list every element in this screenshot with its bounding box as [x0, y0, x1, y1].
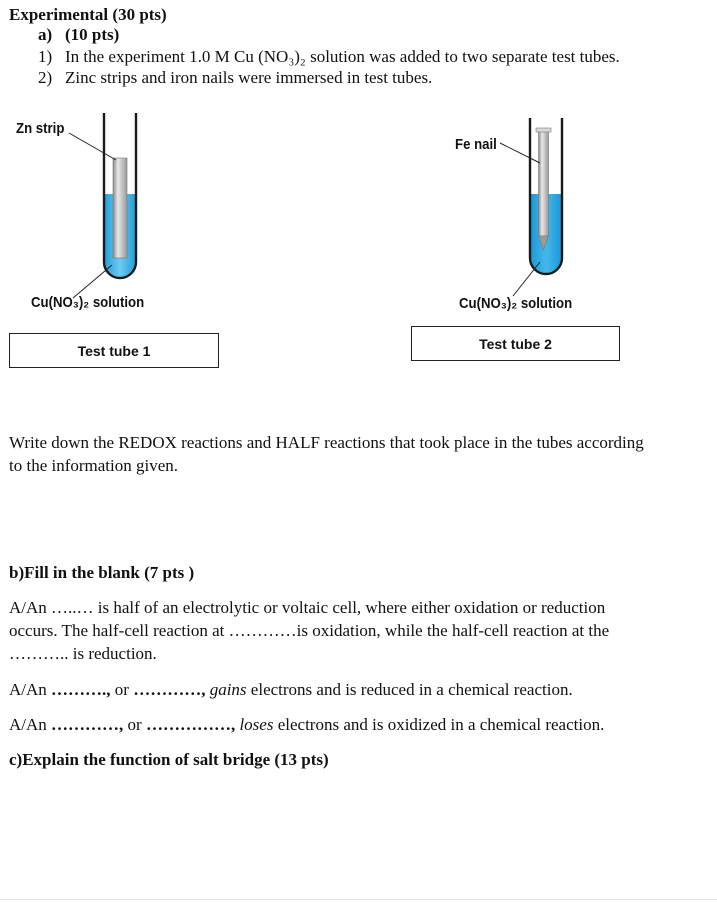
fill-blank-2-rest: electrons and is reduced in a chemical reaction. [246, 680, 573, 699]
step-2-text: Zinc strips and iron nails were immersed in test tubes. [65, 68, 433, 87]
test-tube-2-caption [411, 326, 620, 361]
section-title: Experimental (30 pts) [9, 5, 167, 24]
fill-blank-1-line-3: ……….. is reduction. [9, 644, 157, 663]
question-a-line-1: Write down the REDOX reactions and HALF reactions that took place in the tubes according [9, 433, 644, 452]
step-1-text: In the experiment 1.0 M Cu (NO₃)₂ solution was added to two separate test tubes. [65, 47, 620, 66]
solution-1-label: Cu(NO₃)₂ solution [31, 294, 145, 311]
fe-nail-label: Fe nail [455, 136, 497, 153]
test-tube-1-caption-text: Test tube 1 [77, 342, 151, 359]
solution-2-label: Cu(NO₃)₂ solution [459, 295, 573, 312]
part-c-heading: c)Explain the function of salt bridge (13 pts) [9, 750, 329, 769]
question-a-line-2: to the information given. [9, 456, 179, 475]
fill-blank-1-line-1: A/An …..… is half of an electrolytic or voltaic cell, where either oxidation or reduction [9, 598, 606, 617]
fill-blank-3-blank-1: …………, [51, 715, 128, 734]
step-2-number: 2) [38, 68, 53, 87]
zn-strip-label: Zn strip [16, 120, 65, 137]
fe-pointer-line [500, 143, 540, 163]
part-a-points: (10 pts) [65, 25, 120, 44]
fill-blank-2-blank-2: …………, [133, 680, 210, 699]
fe-nail-shaft [539, 130, 549, 236]
test-tube-1-caption [9, 333, 219, 368]
fill-blank-2-or: or [114, 680, 134, 699]
fe-nail-head [536, 128, 551, 132]
fill-blank-3-verb: loses [239, 715, 274, 734]
test-tube-2 [500, 118, 562, 296]
fill-blank-3-or: or [127, 715, 146, 734]
test-tube-2-caption-text: Test tube 2 [479, 335, 552, 352]
fill-blank-1-line-2: occurs. The half-cell reaction at …………is oxidation, while the half-cell reaction at the [9, 621, 610, 640]
fill-blank-3-a: A/An [9, 715, 52, 734]
fill-blank-2-verb: gains [209, 680, 247, 699]
part-a-marker: a) [38, 25, 53, 44]
fill-blank-2-blank-1: ………., [51, 680, 115, 699]
test-tube-1 [69, 113, 136, 298]
part-b-heading: b)Fill in the blank (7 pts ) [9, 563, 195, 582]
page-bottom-divider [0, 899, 717, 900]
step-1-number: 1) [38, 47, 53, 66]
fill-blank-3-blank-2: ……………, [145, 715, 240, 734]
zn-pointer-line [69, 133, 116, 160]
fill-blank-2 [9, 678, 573, 701]
fill-blank-3-rest: electrons and is oxidized in a chemical reaction. [273, 715, 605, 734]
fill-blank-3 [9, 713, 604, 736]
solution-2-pointer-line [513, 262, 540, 296]
fill-blank-2-a: A/An [9, 680, 52, 699]
zn-strip [113, 158, 127, 258]
